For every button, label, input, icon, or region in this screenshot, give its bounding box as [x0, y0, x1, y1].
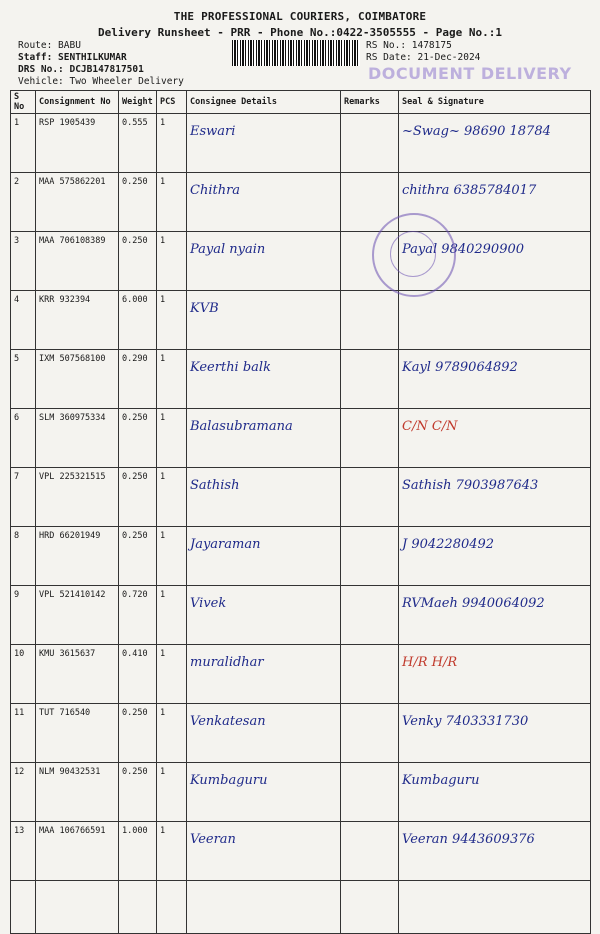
cell-pcs: 1: [157, 527, 187, 586]
drs-label: DRS No.: DCJB147817501: [18, 64, 144, 75]
empty-cell: [36, 881, 119, 934]
document-delivery-stamp: DOCUMENT DELIVERY: [368, 64, 572, 83]
cell-consignee: Vivek: [187, 586, 341, 645]
cell-consignee: Chithra: [187, 173, 341, 232]
col-weight: Weight: [119, 91, 157, 114]
cell-seal: [399, 291, 591, 350]
cell-weight: 0.410: [119, 645, 157, 704]
empty-cell: [341, 881, 399, 934]
cell-sno: 3: [11, 232, 36, 291]
cell-pcs: 1: [157, 291, 187, 350]
col-sno: S No: [11, 91, 36, 114]
cell-consignment: NLM 90432531: [36, 763, 119, 822]
empty-cell: [119, 881, 157, 934]
cell-consignment: SLM 360975334: [36, 409, 119, 468]
cell-weight: 6.000: [119, 291, 157, 350]
cell-consignment: TUT 716540: [36, 704, 119, 763]
cell-seal: Kayl 9789064892: [399, 350, 591, 409]
empty-row: [11, 881, 591, 934]
delivery-table: [10, 90, 591, 934]
empty-cell: [399, 881, 591, 934]
cell-pcs: 1: [157, 114, 187, 173]
table-row: [11, 291, 591, 350]
cell-sno: 13: [11, 822, 36, 881]
cell-seal: J 9042280492: [399, 527, 591, 586]
cell-consignment: VPL 225321515: [36, 468, 119, 527]
cell-pcs: 1: [157, 468, 187, 527]
table-row: [11, 704, 591, 763]
cell-consignee: Veeran: [187, 822, 341, 881]
runsheet-subtitle: Delivery Runsheet - PRR - Phone No.:0422-3505555 - Page No.:1: [98, 26, 502, 39]
cell-weight: 0.250: [119, 173, 157, 232]
cell-weight: 0.555: [119, 114, 157, 173]
cell-consignee: Payal nyain: [187, 232, 341, 291]
cell-remarks: [341, 763, 399, 822]
cell-sno: 11: [11, 704, 36, 763]
cell-consignee: Kumbaguru: [187, 763, 341, 822]
company-seal-inner: [390, 231, 436, 277]
cell-weight: 0.250: [119, 527, 157, 586]
table-row: [11, 350, 591, 409]
cell-sno: 2: [11, 173, 36, 232]
cell-pcs: 1: [157, 586, 187, 645]
empty-cell: [157, 881, 187, 934]
cell-consignee: Venkatesan: [187, 704, 341, 763]
table-row: [11, 468, 591, 527]
col-consignee: Consignee Details: [187, 91, 341, 114]
cell-consignee: Jayaraman: [187, 527, 341, 586]
col-seal: Seal & Signature: [399, 91, 591, 114]
table-row: [11, 114, 591, 173]
cell-seal: Venky 7403331730: [399, 704, 591, 763]
table-row: [11, 763, 591, 822]
table-row: [11, 173, 591, 232]
cell-weight: 0.250: [119, 763, 157, 822]
cell-pcs: 1: [157, 409, 187, 468]
cell-sno: 4: [11, 291, 36, 350]
cell-weight: 0.250: [119, 704, 157, 763]
cell-remarks: [341, 822, 399, 881]
cell-pcs: 1: [157, 173, 187, 232]
cell-seal: Veeran 9443609376: [399, 822, 591, 881]
cell-consignment: KRR 932394: [36, 291, 119, 350]
cell-remarks: [341, 645, 399, 704]
barcode: [232, 40, 360, 66]
cell-sno: 5: [11, 350, 36, 409]
table-row: [11, 822, 591, 881]
cell-sno: 1: [11, 114, 36, 173]
rs-no-label: RS No.: 1478175: [366, 40, 452, 51]
cell-seal: chithra 6385784017: [399, 173, 591, 232]
empty-cell: [11, 881, 36, 934]
table-row: [11, 409, 591, 468]
cell-remarks: [341, 409, 399, 468]
cell-weight: 0.720: [119, 586, 157, 645]
cell-consignment: IXM 507568100: [36, 350, 119, 409]
cell-pcs: 1: [157, 704, 187, 763]
cell-consignment: MAA 106766591: [36, 822, 119, 881]
cell-pcs: 1: [157, 645, 187, 704]
col-pcs: PCS: [157, 91, 187, 114]
cell-seal: H/R H/R: [399, 645, 591, 704]
cell-consignment: MAA 575862201: [36, 173, 119, 232]
cell-remarks: [341, 350, 399, 409]
cell-weight: 0.250: [119, 232, 157, 291]
cell-seal: Sathish 7903987643: [399, 468, 591, 527]
vehicle-label: Vehicle: Two Wheeler Delivery: [18, 76, 184, 87]
cell-remarks: [341, 586, 399, 645]
company-title: THE PROFESSIONAL COURIERS, COIMBATORE: [173, 10, 427, 23]
staff-label: Staff: SENTHILKUMAR: [18, 52, 127, 63]
cell-consignment: KMU 3615637: [36, 645, 119, 704]
cell-sno: 10: [11, 645, 36, 704]
cell-pcs: 1: [157, 822, 187, 881]
cell-sno: 7: [11, 468, 36, 527]
table-row: [11, 645, 591, 704]
table-row: [11, 232, 591, 291]
cell-remarks: [341, 527, 399, 586]
cell-pcs: 1: [157, 232, 187, 291]
cell-seal: Kumbaguru: [399, 763, 591, 822]
cell-sno: 12: [11, 763, 36, 822]
cell-weight: 0.250: [119, 468, 157, 527]
cell-remarks: [341, 291, 399, 350]
rs-date-label: RS Date: 21-Dec-2024: [366, 52, 481, 63]
cell-pcs: 1: [157, 763, 187, 822]
cell-seal: RVMaeh 9940064092: [399, 586, 591, 645]
table-row: [11, 586, 591, 645]
cell-weight: 0.250: [119, 409, 157, 468]
route-label: Route: BABU: [18, 40, 81, 51]
cell-seal: C/N C/N: [399, 409, 591, 468]
cell-consignment: MAA 706108389: [36, 232, 119, 291]
cell-consignee: Sathish: [187, 468, 341, 527]
cell-consignee: Eswari: [187, 114, 341, 173]
cell-weight: 1.000: [119, 822, 157, 881]
col-consignment: Consignment No: [36, 91, 119, 114]
cell-pcs: 1: [157, 350, 187, 409]
cell-consignee: Balasubramana: [187, 409, 341, 468]
cell-remarks: [341, 468, 399, 527]
cell-seal: Payal 9840290900: [399, 232, 591, 291]
table-header-row: [11, 91, 591, 114]
cell-remarks: [341, 114, 399, 173]
cell-consignment: RSP 1905439: [36, 114, 119, 173]
cell-consignment: HRD 66201949: [36, 527, 119, 586]
cell-weight: 0.290: [119, 350, 157, 409]
cell-sno: 6: [11, 409, 36, 468]
cell-sno: 8: [11, 527, 36, 586]
cell-consignee: KVB: [187, 291, 341, 350]
empty-cell: [187, 881, 341, 934]
cell-consignee: muralidhar: [187, 645, 341, 704]
cell-consignment: VPL 521410142: [36, 586, 119, 645]
table-row: [11, 527, 591, 586]
cell-sno: 9: [11, 586, 36, 645]
cell-consignee: Keerthi balk: [187, 350, 341, 409]
col-remarks: Remarks: [341, 91, 399, 114]
cell-remarks: [341, 704, 399, 763]
cell-seal: ~Swag~ 98690 18784: [399, 114, 591, 173]
